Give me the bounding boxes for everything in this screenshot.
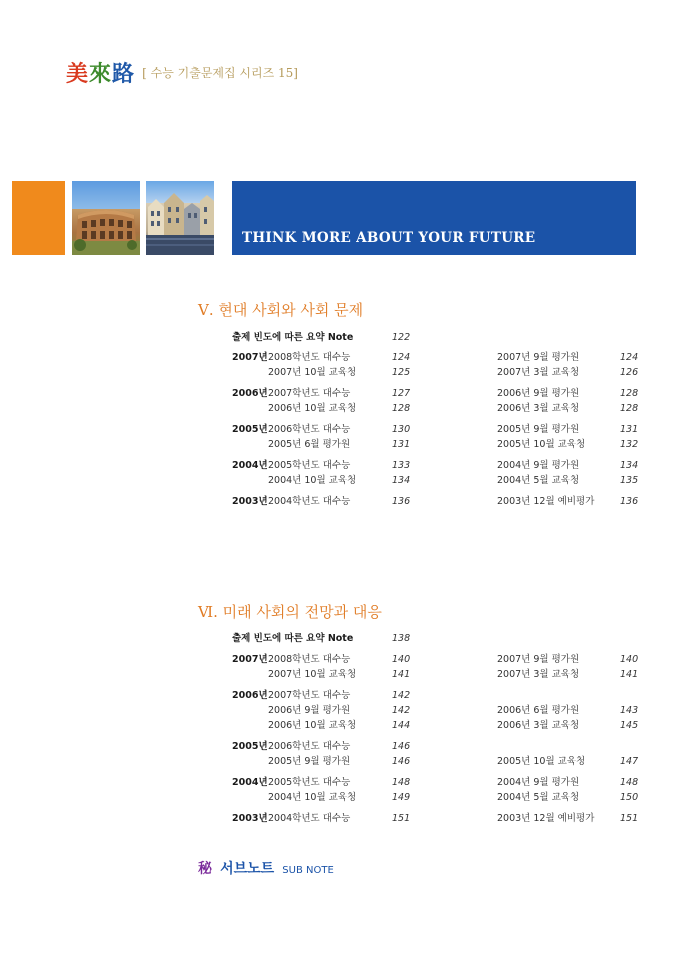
brand-char-1: 美 bbox=[66, 61, 90, 87]
page-number: 133 bbox=[392, 460, 411, 471]
exam-name: 2005학년도 대수능 bbox=[268, 777, 351, 788]
page-number: 132 bbox=[620, 439, 639, 450]
table-row bbox=[0, 667, 700, 683]
page-number: 136 bbox=[620, 496, 639, 507]
page-number: 147 bbox=[620, 756, 639, 767]
page-number: 127 bbox=[392, 388, 411, 399]
exam-name: 2004년 9월 평가원 bbox=[497, 777, 580, 788]
banner-slogan: THINK MORE ABOUT YOUR FUTURE bbox=[242, 230, 536, 246]
page-number: 141 bbox=[620, 669, 639, 680]
exam-name: 2007년 9월 평가원 bbox=[497, 654, 580, 665]
exam-name: 2006년 9월 평가원 bbox=[497, 388, 580, 399]
table-row bbox=[0, 739, 700, 755]
exam-name: 2008학년도 대수능 bbox=[268, 352, 351, 363]
exam-name: 2006학년도 대수능 bbox=[268, 424, 351, 435]
exam-name: 2008학년도 대수능 bbox=[268, 654, 351, 665]
section-title-vi: Ⅵ. 미래 사회의 전망과 대응 bbox=[198, 603, 382, 621]
footer-hanja: 秘 bbox=[198, 861, 212, 877]
exam-name: 2007학년도 대수능 bbox=[268, 388, 351, 399]
brand-char-2: 來 bbox=[89, 61, 113, 87]
canal-town-photo bbox=[146, 181, 214, 255]
exam-name: 2005학년도 대수능 bbox=[268, 460, 351, 471]
exam-name: 2003년 12월 예비평가 bbox=[497, 813, 595, 824]
exam-name: 2007년 10월 교육청 bbox=[268, 669, 357, 680]
footer-korean-title: 서브노트 bbox=[220, 861, 275, 877]
page-number: 140 bbox=[392, 654, 411, 665]
exam-name: 2004년 9월 평가원 bbox=[497, 460, 580, 471]
year-label: 2007년 bbox=[232, 654, 268, 665]
exam-name: 2006년 10월 교육청 bbox=[268, 403, 357, 414]
exam-name: 2007학년도 대수능 bbox=[268, 690, 351, 701]
exam-name: 2005년 6월 평가원 bbox=[268, 439, 351, 450]
table-row bbox=[0, 422, 700, 438]
page-number: 151 bbox=[392, 813, 411, 824]
summary-page: 122 bbox=[392, 332, 411, 343]
summary-page: 138 bbox=[392, 633, 411, 644]
year-label: 2005년 bbox=[232, 424, 268, 435]
page-number: 142 bbox=[392, 705, 411, 716]
table-row bbox=[0, 365, 700, 381]
page-number: 150 bbox=[620, 792, 639, 803]
page-number: 135 bbox=[620, 475, 639, 486]
page-number: 130 bbox=[392, 424, 411, 435]
year-label: 2004년 bbox=[232, 777, 268, 788]
exam-name: 2006년 9월 평가원 bbox=[268, 705, 351, 716]
table-row bbox=[0, 811, 700, 827]
year-label: 2006년 bbox=[232, 690, 268, 701]
page-number: 148 bbox=[620, 777, 639, 788]
exam-name: 2004년 10월 교육청 bbox=[268, 475, 357, 486]
page-number: 126 bbox=[620, 367, 639, 378]
page-number: 124 bbox=[392, 352, 411, 363]
table-row bbox=[0, 437, 700, 453]
year-label: 2006년 bbox=[232, 388, 268, 399]
exam-name: 2004년 10월 교육청 bbox=[268, 792, 357, 803]
table-row bbox=[0, 754, 700, 770]
table-row bbox=[0, 494, 700, 510]
year-label: 2005년 bbox=[232, 741, 268, 752]
series-label: [ 수능 기출문제집 시리즈 15] bbox=[142, 66, 298, 80]
page-number: 128 bbox=[620, 388, 639, 399]
exam-name: 2005년 9월 평가원 bbox=[497, 424, 580, 435]
page-number: 125 bbox=[392, 367, 411, 378]
exam-name: 2006년 6월 평가원 bbox=[497, 705, 580, 716]
page-number: 140 bbox=[620, 654, 639, 665]
page-number: 151 bbox=[620, 813, 639, 824]
exam-name: 2006년 10월 교육청 bbox=[268, 720, 357, 731]
exam-name: 2003년 12월 예비평가 bbox=[497, 496, 595, 507]
footer-english-title: SUB NOTE bbox=[282, 865, 334, 876]
year-label: 2007년 bbox=[232, 352, 268, 363]
summary-row bbox=[0, 631, 700, 647]
exam-name: 2005년 10월 교육청 bbox=[497, 439, 586, 450]
table-row bbox=[0, 473, 700, 489]
page-number: 128 bbox=[392, 403, 411, 414]
summary-label: 출제 빈도에 따른 요약 Note bbox=[232, 633, 354, 644]
section-title-v: Ⅴ. 현대 사회와 사회 문제 bbox=[198, 301, 364, 319]
table-row bbox=[0, 350, 700, 366]
brand-char-3: 路 bbox=[112, 61, 136, 87]
year-label: 2003년 bbox=[232, 496, 268, 507]
page-number: 131 bbox=[392, 439, 411, 450]
page-number: 131 bbox=[620, 424, 639, 435]
brand-logo bbox=[66, 61, 135, 87]
table-row bbox=[0, 386, 700, 402]
summary-row bbox=[0, 330, 700, 346]
banner-orange-block bbox=[12, 181, 65, 255]
exam-name: 2004학년도 대수능 bbox=[268, 813, 351, 824]
exam-name: 2007년 3월 교육청 bbox=[497, 669, 580, 680]
exam-name: 2006년 3월 교육청 bbox=[497, 720, 580, 731]
exam-name: 2006년 3월 교육청 bbox=[497, 403, 580, 414]
table-row bbox=[0, 401, 700, 417]
table-row bbox=[0, 775, 700, 791]
page-number: 128 bbox=[620, 403, 639, 414]
page-number: 146 bbox=[392, 756, 411, 767]
page-number: 143 bbox=[620, 705, 639, 716]
page-number: 149 bbox=[392, 792, 411, 803]
year-label: 2003년 bbox=[232, 813, 268, 824]
page-number: 148 bbox=[392, 777, 411, 788]
year-label: 2004년 bbox=[232, 460, 268, 471]
table-row bbox=[0, 718, 700, 734]
footer-subnote bbox=[198, 858, 334, 878]
page-number: 134 bbox=[620, 460, 639, 471]
page-number: 142 bbox=[392, 690, 411, 701]
page-number: 146 bbox=[392, 741, 411, 752]
exam-name: 2007년 3월 교육청 bbox=[497, 367, 580, 378]
page-number: 144 bbox=[392, 720, 411, 731]
exam-name: 2007년 10월 교육청 bbox=[268, 367, 357, 378]
page-number: 145 bbox=[620, 720, 639, 731]
table-row bbox=[0, 688, 700, 704]
page-number: 124 bbox=[620, 352, 639, 363]
page-number: 134 bbox=[392, 475, 411, 486]
table-row bbox=[0, 652, 700, 668]
exam-name: 2006학년도 대수능 bbox=[268, 741, 351, 752]
exam-name: 2005년 9월 평가원 bbox=[268, 756, 351, 767]
table-row bbox=[0, 458, 700, 474]
table-row bbox=[0, 703, 700, 719]
page-number: 141 bbox=[392, 669, 411, 680]
exam-name: 2004년 5월 교육청 bbox=[497, 475, 580, 486]
brand-header bbox=[66, 57, 298, 88]
exam-name: 2004학년도 대수능 bbox=[268, 496, 351, 507]
exam-name: 2007년 9월 평가원 bbox=[497, 352, 580, 363]
exam-name: 2004년 5월 교육청 bbox=[497, 792, 580, 803]
exam-name: 2005년 10월 교육청 bbox=[497, 756, 586, 767]
page-number: 136 bbox=[392, 496, 411, 507]
summary-label: 출제 빈도에 따른 요약 Note bbox=[232, 332, 354, 343]
colosseum-photo bbox=[72, 181, 140, 255]
table-row bbox=[0, 790, 700, 806]
banner-blue-band bbox=[232, 181, 636, 255]
